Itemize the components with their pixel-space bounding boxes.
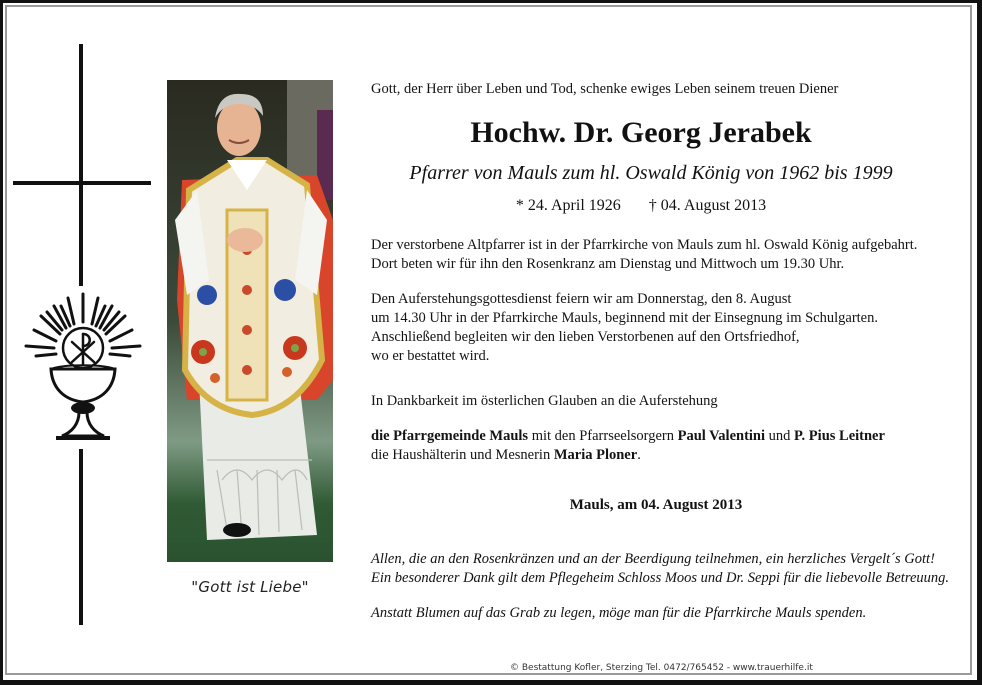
paragraph-line: wo er bestattet wird. [371,348,490,364]
paragraph-line: Der verstorbene Altpfarrer ist in der Pfarrkirche von Mauls zum hl. Oswald König aufgebahrt. [371,237,918,253]
cross-crossbar [13,181,151,185]
viewing-paragraph [371,236,917,274]
thanks-line: Allen, die an den Rosenkränzen und an der Beerdigung teilnehmen, ein herzliches Vergelt´s Gott! [371,551,935,567]
birth-date: * 24. April 1926 [515,197,621,214]
funeral-paragraph [371,290,878,366]
mourner-housekeeper: Maria Ploner [553,447,638,463]
intro-text: Gott, der Herr über Leben und Tod, schenke ewiges Leben seinem treuen Diener [371,81,839,97]
mourners-line-2 [371,446,885,465]
chalice-chi-rho-icon [24,284,142,444]
deceased-name: Hochw. Dr. Georg Jerabek [470,116,812,149]
thanks-line: Ein besonderer Dank gilt dem Pflegeheim Schloss Moos und Dr. Seppi für die liebevolle Betreuung. [371,570,950,586]
footer-credit: © Bestattung Kofler, Sterzing Tel. 0472/765452 - www.trauerhilfe.it [510,663,813,673]
portrait-photo [167,80,333,562]
place-date: Mauls, am 04. August 2013 [569,497,743,513]
photo-caption: "Gott ist Liebe" [191,578,309,596]
connector-text: die Haushälterin und Mesnerin [371,447,554,463]
connector-text: mit den Pfarrseelsorgern [528,428,678,444]
paragraph-line: Dort beten wir für ihn den Rosenkranz am Dienstag und Mittwoch um 19.30 Uhr. [371,256,845,272]
life-dates [371,196,911,216]
cross-icon [79,44,83,286]
cross-lower-shaft [79,449,83,625]
mourner-pastor-1: Paul Valentini [677,428,766,444]
thanks-paragraph [371,550,949,588]
deceased-role: Pfarrer von Mauls zum hl. Oswald König von 1962 bis 1999 [409,162,893,184]
paragraph-line: Den Auferstehungsgottesdienst feiern wir am Donnerstag, den 8. August [371,291,792,307]
paragraph-line: um 14.30 Uhr in der Pfarrkirche Mauls, beginnend mit der Einsegnung im Schulgarten. [371,310,878,326]
connector-text: . [637,447,641,463]
paragraph-line: Anschließend begleiten wir den lieben Verstorbenen auf den Ortsfriedhof, [371,329,800,345]
connector-text: und [765,428,795,444]
mourner-pastor-2: P. Pius Leitner [794,428,885,444]
mourners-list [371,427,885,465]
flowers-note: Anstatt Blumen auf das Grab zu legen, möge man für die Pfarrkirche Mauls spenden. [371,605,867,621]
mourners-line-1 [371,427,885,446]
death-date: † 04. August 2013 [648,197,767,214]
gratitude-line: In Dankbarkeit im österlichen Glauben an die Auferstehung [371,393,718,409]
mourner-parish: die Pfarrgemeinde Mauls [371,428,529,444]
